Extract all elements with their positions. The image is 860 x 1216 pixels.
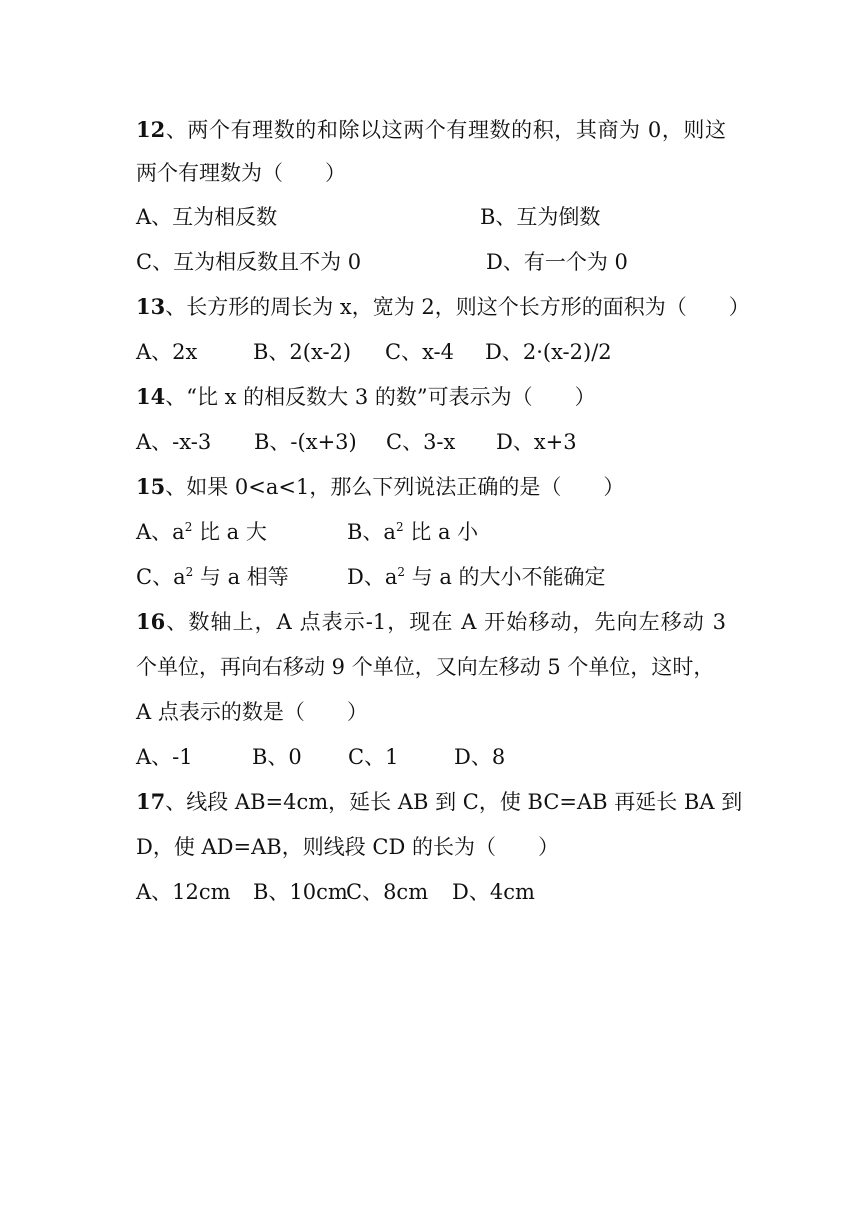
question-text: 、线段 AB=4cm，延长 AB 到 C，使 BC=AB 再延长 BA 到 [165, 790, 743, 814]
option-b: B、10cm [253, 880, 348, 904]
option-c: C、x-4 [385, 340, 454, 364]
option-b: B、-(x+3) [254, 430, 357, 454]
option-c: C、互为相反数且不为 0 [136, 250, 362, 274]
option-a: A、-x-3 [136, 430, 212, 454]
question-13-line-1 [136, 292, 750, 322]
question-text: 、两个有理数的和除以这两个有理数的积，其商为 0，则这 [165, 118, 726, 142]
option-d: D、2·(x-2)/2 [485, 340, 612, 364]
option-a: A、$a^2$ 比 a 大 [136, 520, 267, 544]
question-number: 14 [136, 384, 166, 409]
option-a: A、-1 [136, 745, 193, 769]
question-text: 、长方形的周长为 x，宽为 2，则这个长方形的面积为（ ） [165, 295, 750, 319]
option-b: B、0 [252, 745, 302, 769]
option-b: B、互为倒数 [480, 205, 601, 229]
option-d: D、有一个为 0 [486, 250, 628, 274]
option-b: B、2(x-2) [253, 340, 352, 364]
question-number: 13 [136, 294, 166, 319]
question-number: 15 [136, 474, 166, 499]
option-c: C、8cm [346, 880, 429, 904]
question-number: 17 [136, 789, 166, 814]
question-16-line-3: A 点表示的数是（ ） [136, 700, 368, 724]
question-15-line-1 [136, 472, 624, 502]
question-16-line-2: 个单位，再向右移动 9 个单位，又向左移动 5 个单位，这时， [136, 655, 715, 679]
option-d: D、$a^2$ 与 a 的大小不能确定 [347, 565, 606, 589]
question-17-line-1 [136, 787, 743, 817]
question-16-line-1 [136, 607, 726, 637]
question-12-line-1 [136, 115, 726, 145]
option-a: A、2x [136, 340, 198, 364]
option-d: D、4cm [452, 880, 535, 904]
option-c: C、3-x [386, 430, 456, 454]
option-b: B、$a^2$ 比 a 小 [347, 520, 479, 544]
option-d: D、x+3 [496, 430, 577, 454]
question-text: 、如果 0<a<1，那么下列说法正确的是（ ） [165, 475, 625, 499]
question-17-line-2: D，使 AD=AB，则线段 CD 的长为（ ） [136, 835, 559, 859]
question-text: 、数轴上，A 点表示-1，现在 A 开始移动，先向左移动 3 [165, 610, 726, 634]
option-a: A、12cm [136, 880, 231, 904]
question-14-line-1 [136, 382, 596, 412]
option-c: C、$a^2$ 与 a 相等 [136, 565, 289, 589]
option-d: D、8 [454, 745, 506, 769]
question-number: 16 [136, 609, 166, 634]
option-a: A、互为相反数 [136, 205, 278, 229]
question-number: 12 [136, 117, 166, 142]
question-12-line-2: 两个有理数为（ ） [136, 161, 346, 185]
question-text: 、“比 x 的相反数大 3 的数”可表示为（ ） [165, 385, 596, 409]
option-c: C、1 [348, 745, 399, 769]
